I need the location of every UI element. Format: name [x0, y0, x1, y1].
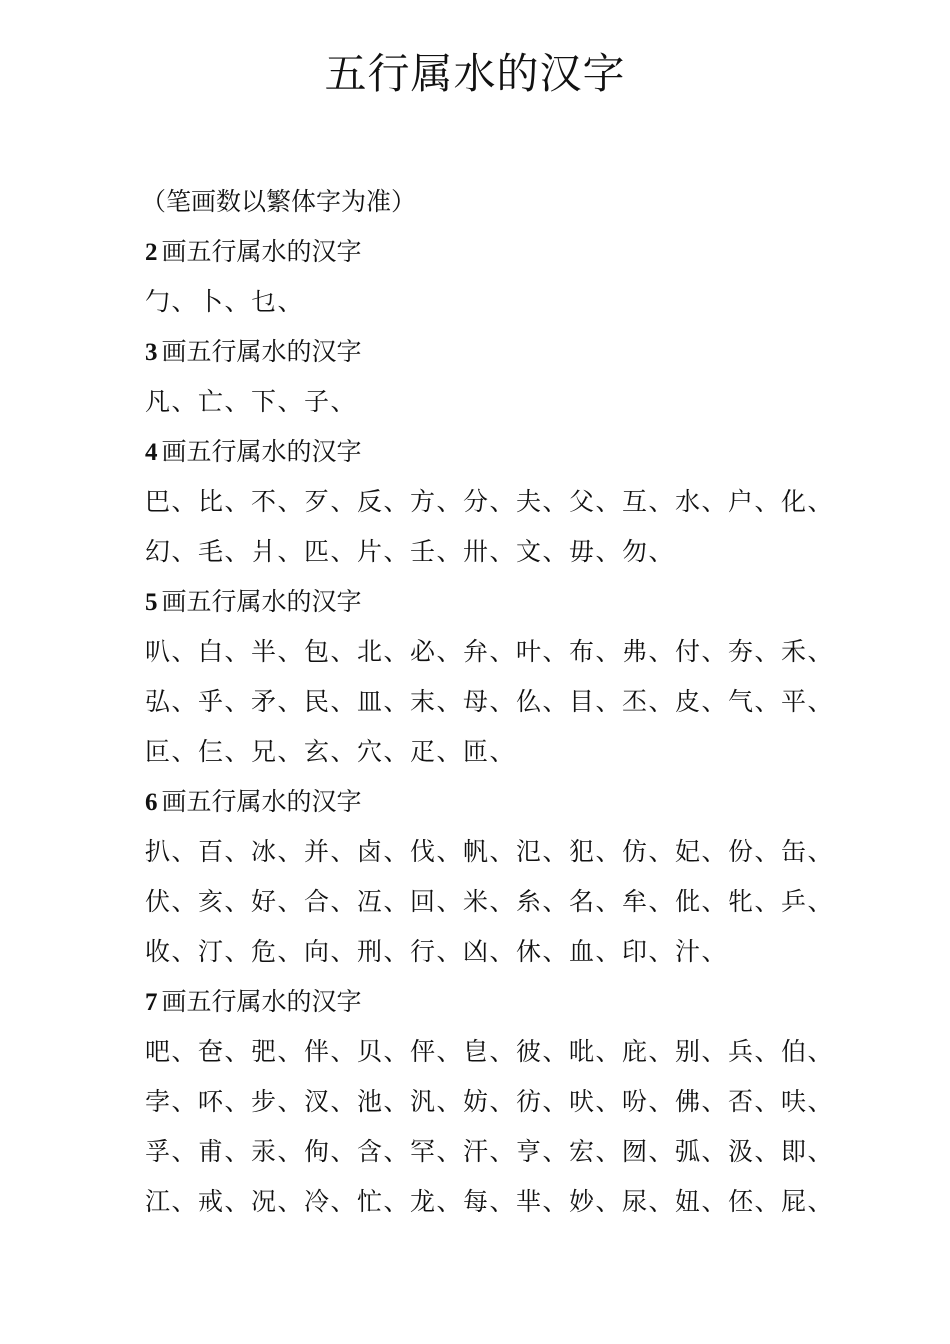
- stroke-number: 5: [145, 589, 158, 616]
- page-title: 五行属水的汉字: [324, 49, 626, 98]
- stroke-count-note: （笔画数以繁体字为准）: [141, 187, 417, 216]
- char-list-line: 凡、亡、下、子、: [145, 387, 358, 416]
- heading-text: 画五行属水的汉字: [161, 337, 362, 366]
- heading-text: 画五行属水的汉字: [161, 237, 362, 266]
- char-list-line: 伏、亥、好、合、冱、回、米、糸、名、牟、仳、牝、乒、: [145, 887, 835, 916]
- char-list-line: 扒、百、冰、并、卤、伐、帆、氾、犯、仿、妃、份、缶、: [145, 837, 835, 866]
- heading-text: 画五行属水的汉字: [161, 987, 362, 1016]
- heading-text: 画五行属水的汉字: [161, 787, 362, 816]
- char-list-line: 勹、卜、乜、: [145, 287, 305, 316]
- char-list-line: 收、汀、危、向、刑、行、凶、休、血、印、汁、: [145, 937, 729, 966]
- section-heading-3-strokes: [145, 327, 825, 377]
- heading-text: 画五行属水的汉字: [161, 437, 362, 466]
- section-heading-2-strokes: [145, 227, 825, 277]
- stroke-number: 7: [145, 989, 158, 1016]
- stroke-number: 3: [145, 339, 158, 366]
- char-list-line: 叭、白、半、包、北、必、弁、叶、布、弗、付、夯、禾、: [145, 637, 835, 666]
- section-heading-7-strokes: [145, 977, 825, 1027]
- char-list-line: 弘、乎、矛、民、皿、末、母、仫、目、丕、皮、气、平、: [145, 687, 835, 716]
- char-list-line: 幻、毛、爿、匹、片、壬、卅、文、毋、勿、: [145, 537, 676, 566]
- document-body: [141, 177, 835, 1227]
- char-list-line: 孛、吥、步、汊、池、汎、妨、彷、吠、吩、佛、否、呋、: [145, 1087, 835, 1116]
- section-heading-6-strokes: [145, 777, 825, 827]
- char-list-line: 吧、夿、弝、伴、贝、伻、皀、彼、吡、庇、别、兵、伯、: [145, 1037, 835, 1066]
- heading-text: 画五行属水的汉字: [161, 587, 362, 616]
- char-list-line: 江、戒、况、冷、忙、龙、每、芈、妙、尿、妞、伾、屁、: [145, 1187, 835, 1216]
- stroke-number: 4: [145, 439, 158, 466]
- stroke-number: 2: [145, 239, 158, 266]
- char-list-line: 巴、比、不、歹、反、方、分、夫、父、互、水、户、化、: [145, 487, 835, 516]
- stroke-number: 6: [145, 789, 158, 816]
- section-heading-5-strokes: [145, 577, 825, 627]
- char-list-line: 孚、甫、汞、佝、含、罕、汗、亨、宏、囫、弧、汲、即、: [145, 1137, 835, 1166]
- section-heading-4-strokes: [145, 427, 825, 477]
- char-list-line: 叵、仨、兄、玄、穴、疋、匝、: [145, 737, 517, 766]
